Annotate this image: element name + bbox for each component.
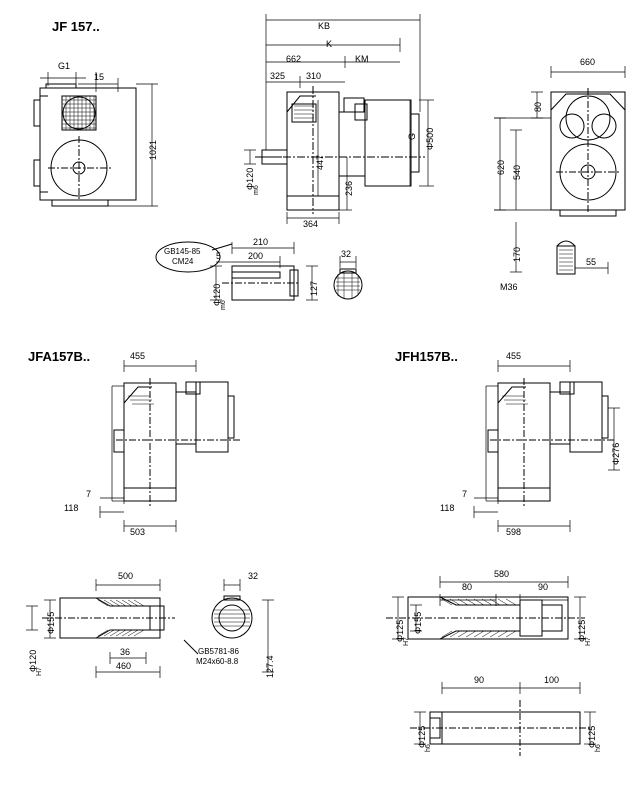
label-km: KM xyxy=(355,54,369,64)
label-5: 5 xyxy=(216,251,222,261)
label-170: 170 xyxy=(512,246,522,262)
label-118-a: 118 xyxy=(64,503,79,513)
label-phi120-a: Φ120 xyxy=(28,649,38,672)
label-g1: G1 xyxy=(58,61,71,71)
label-32-top: 32 xyxy=(341,249,352,259)
label-cm24: CM24 xyxy=(172,257,194,266)
label-m36: M36 xyxy=(500,282,518,292)
label-598-h: 598 xyxy=(506,527,522,537)
label-55: 55 xyxy=(586,257,597,267)
label-phi120-key: Φ120 xyxy=(212,283,222,306)
label-phi120-a-tol: H7 xyxy=(36,667,43,676)
label-660: 660 xyxy=(580,57,596,67)
label-phi155-a: Φ155 xyxy=(46,611,56,634)
label-100: 100 xyxy=(544,675,560,685)
label-kb: KB xyxy=(318,21,331,31)
label-310: 310 xyxy=(306,71,322,81)
title-jf157: JF 157.. xyxy=(52,19,100,34)
label-662: 662 xyxy=(286,54,302,64)
label-7-a: 7 xyxy=(86,489,92,499)
label-phi125-br-tol: h6 xyxy=(595,744,602,752)
label-80-h: 80 xyxy=(462,582,473,592)
label-460: 460 xyxy=(116,661,132,671)
label-455-a: 455 xyxy=(130,351,146,361)
label-phi125-bl-tol: h6 xyxy=(425,744,432,752)
label-1021: 1021 xyxy=(148,139,158,160)
label-phi120: Φ120 xyxy=(245,167,255,190)
label-7-h: 7 xyxy=(462,489,468,499)
label-364: 364 xyxy=(303,219,319,229)
label-118-h: 118 xyxy=(440,503,455,513)
label-325: 325 xyxy=(270,71,286,81)
label-210: 210 xyxy=(253,237,269,247)
label-phi125-left: Φ125 xyxy=(395,619,405,642)
label-phi125-right: Φ125 xyxy=(577,619,587,642)
label-90: 90 xyxy=(474,675,485,685)
label-127-4: 127.4 xyxy=(265,655,275,678)
label-36: 36 xyxy=(120,647,131,657)
label-phi120-tol: m6 xyxy=(253,185,260,195)
label-bolt-m24: M24x60-8.8 xyxy=(196,657,239,666)
label-phi125-bl: Φ125 xyxy=(417,725,427,748)
label-447: 447 xyxy=(315,154,325,170)
label-phi120-key-tol: m6 xyxy=(220,300,227,310)
label-500: 500 xyxy=(118,571,134,581)
label-80: 80 xyxy=(533,101,543,112)
label-620: 620 xyxy=(496,159,506,175)
label-32-b: 32 xyxy=(248,571,259,581)
label-503-a: 503 xyxy=(130,527,146,537)
title-jfa157b: JFA157B.. xyxy=(28,349,91,364)
title-jfh157b: JFH157B.. xyxy=(395,349,458,364)
label-phi125-br: Φ125 xyxy=(587,725,597,748)
label-540: 540 xyxy=(512,164,522,180)
label-g: G xyxy=(407,132,417,140)
label-200: 200 xyxy=(248,251,264,261)
label-127: 127 xyxy=(309,280,319,296)
label-phi155-h: Φ155 xyxy=(413,611,423,634)
label-phi125-left-tol: H7 xyxy=(403,637,410,646)
label-phi500: Φ500 xyxy=(425,127,435,150)
label-gb145: GB145-85 xyxy=(164,247,201,256)
label-phi125-right-tol: H7 xyxy=(585,637,592,646)
label-236: 236 xyxy=(344,180,354,196)
label-90-top: 90 xyxy=(538,582,549,592)
label-phi276: Φ276 xyxy=(611,442,621,465)
label-k: K xyxy=(326,39,333,49)
label-gb5781: GB5781-86 xyxy=(198,647,239,656)
label-580: 580 xyxy=(494,569,510,579)
label-455-h: 455 xyxy=(506,351,522,361)
label-15: 15 xyxy=(94,72,105,82)
